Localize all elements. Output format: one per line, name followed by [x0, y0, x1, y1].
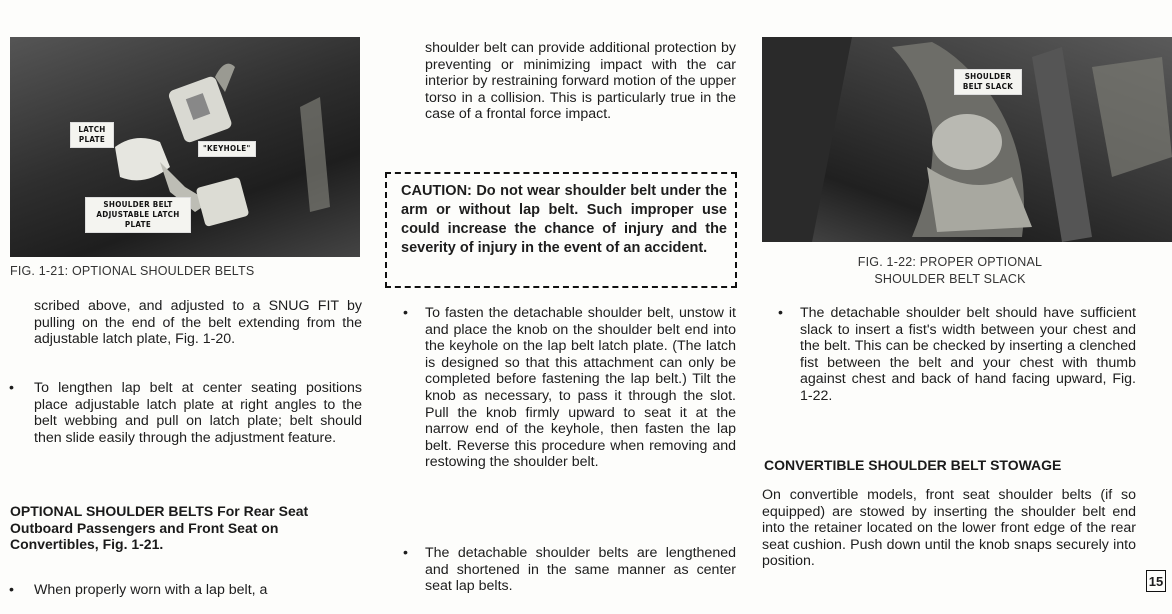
caution-text: CAUTION: Do not wear shoulder belt under the arm or without lap belt. Such improper use could increase the chance of injury and the severity of injury in the event of an accident.	[401, 183, 727, 256]
col2-bullet-1-text: To fasten the detachable shoulder belt, unstow it and place the knob on the shoulder belt end into the keyhole on the lap belt latch plate. (The latch is designed so that this attachment can only be completed before fastening the lap belt.) Tilt the knob as necessary, to pass it through the slot. Pull the knob firmly upward to seat it at the narrow end of the keyhole, then fasten the lap belt. Reverse this procedure when removing and restowing the shoulder belt.	[425, 305, 736, 471]
belt-slack-illustration	[762, 37, 1172, 242]
adjustable-latch-label: SHOULDER BELT ADJUSTABLE LATCH PLATE	[85, 197, 191, 233]
bullet-dot: •	[9, 582, 14, 598]
latch-plate-label: LATCH PLATE	[70, 122, 114, 148]
col2-paragraph: shoulder belt can provide additional protection by preventing or minimizing impact with the car interior by restraining forward motion of the upper torso in a collision. This is particularly true in the case of a frontal force impact.	[425, 40, 736, 123]
col1-bullet-2-text: When properly worn with a lap belt, a	[34, 582, 268, 598]
figure-1-21-caption: FIG. 1-21: OPTIONAL SHOULDER BELTS	[10, 264, 255, 278]
col2-bullet-2-text: The detachable shoulder belts are lengthened and shortened in the same manner as center seat lap belts.	[425, 545, 736, 595]
col1-bullet-1	[9, 380, 362, 446]
figure-1-22-caption-line1: FIG. 1-22: PROPER OPTIONAL	[857, 255, 1043, 269]
col1-paragraph: scribed above, and adjusted to a SNUG FIT by pulling on the end of the belt extending from the adjustable latch plate, Fig. 1-20.	[34, 298, 362, 348]
col2-bullet-2	[403, 545, 736, 595]
caution-box	[385, 172, 737, 288]
bullet-dot: •	[778, 305, 783, 321]
optional-shoulder-belts-heading: OPTIONAL SHOULDER BELTS For Rear Seat Outboard Passengers and Front Seat on Convertibles, Fig. 1-21.	[10, 503, 309, 553]
col2-bullet-1	[403, 305, 736, 471]
bullet-dot: •	[403, 545, 408, 561]
col3-paragraph: On convertible models, front seat shoulder belts (if so equipped) are stowed by inserting the shoulder belt end into the retainer located on the lower front edge of the rear seat cushion. Push down until the knob snaps securely into position.	[762, 487, 1136, 570]
figure-1-22-caption	[800, 254, 1100, 288]
convertible-stowage-heading: CONVERTIBLE SHOULDER BELT STOWAGE	[764, 457, 1062, 473]
col1-bullet-2	[9, 582, 362, 599]
figure-1-22-caption-line2: SHOULDER BELT SLACK	[874, 272, 1026, 286]
bullet-dot: •	[9, 380, 14, 396]
keyhole-label: "KEYHOLE"	[198, 141, 256, 157]
figure-1-21-photo	[10, 37, 360, 257]
col1-bullet-1-text: To lengthen lap belt at center seating positions place adjustable latch plate at right angles to the belt webbing and pull on latch plate; belt should then slide easily through the adjustment feature.	[34, 380, 362, 446]
figure-1-22-photo	[762, 37, 1172, 242]
page-number: 15	[1146, 570, 1166, 592]
bullet-dot: •	[403, 305, 408, 321]
col3-bullet-1	[778, 305, 1136, 405]
belt-slack-label: SHOULDER BELT SLACK	[954, 69, 1022, 95]
col3-bullet-1-text: The detachable shoulder belt should have sufficient slack to insert a fist's width between your chest and the belt. This can be checked by inserting a clenched fist between the belt and your chest with thumb against chest and back of hand facing upward, Fig. 1-22.	[800, 305, 1136, 404]
